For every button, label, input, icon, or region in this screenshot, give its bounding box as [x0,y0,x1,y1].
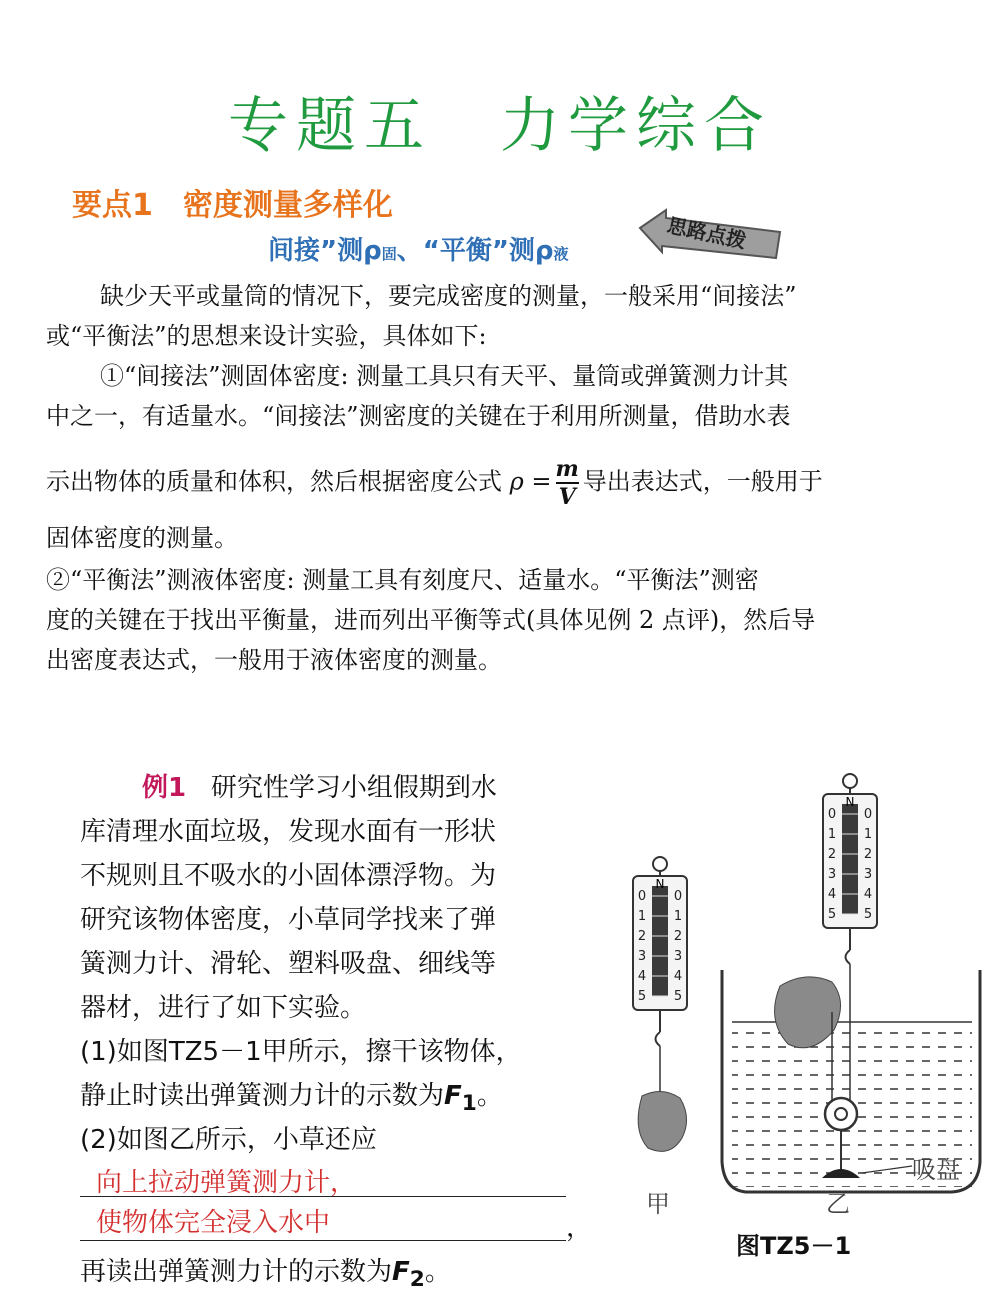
paragraph-text: 示出物体的质量和体积，然后根据密度公式 [46,467,502,496]
variable-subscript: 1 [461,1091,477,1117]
paragraph-line-with-formula [46,456,823,510]
scale-tick-label: 4 [673,969,683,984]
example-line: 器材，进行了如下实验。 [80,993,367,1023]
paragraph-line: ①“间接法”测固体密度: 测量工具只有天平、量筒或弹簧测力计其 [100,362,789,390]
spring-scale-jia [633,857,687,1151]
formula-denominator: V [558,484,576,510]
scale-tick-label: 0 [827,807,837,822]
scale-tick-label: 2 [863,847,873,862]
scale-tick-label: 1 [673,909,683,924]
answer-blank-2: 使物体完全浸入水中 [96,1208,331,1238]
answer-underline [80,1240,566,1241]
scale-tick-label: 4 [637,969,647,984]
scale-tick-label: 1 [637,909,647,924]
variable-subscript: 2 [409,1267,425,1293]
suction-cup-label: 吸盘 [912,1156,960,1184]
subheading [268,230,569,267]
scale-tick-label: 2 [673,929,683,944]
example-line: 研究该物体密度，小草同学找来了弹 [80,905,497,935]
scale-tick-label: 1 [827,827,837,842]
question-period: 。 [424,1257,451,1287]
scale-tick-label: 3 [637,949,647,964]
page-title: 专题五 力学综合 [228,91,772,161]
scale-tick-label: 2 [637,929,647,944]
density-formula-fraction [556,456,579,510]
variable-f: F [392,1257,410,1287]
scale-unit-label: N [845,795,855,809]
question-2-end-line [80,1250,451,1302]
scale-tick-label: 0 [637,889,647,904]
example-line: 簧测力计、滑轮、塑料吸盘、细线等 [80,949,497,979]
question-period: 。 [476,1081,503,1111]
scale-tick-label: 3 [863,867,873,882]
rho-symbol: ρ [363,236,382,266]
question-text: 静止时读出弹簧测力计的示数为 [80,1081,445,1111]
figure-label-yi: 乙 [826,1190,850,1218]
scale-tick-label: 0 [863,807,873,822]
scale-tick-label: 4 [827,887,837,902]
example-label: 例1 [142,773,187,803]
variable-f: F [444,1081,462,1111]
scale-tick-label: 2 [827,847,837,862]
scale-tick-label: 1 [863,827,873,842]
subheading-part2: 、“平衡”测 [396,236,535,266]
scale-tick-label: 4 [863,887,873,902]
paragraph-line: 度的关键在于找出平衡量，进而列出平衡等式(具体见例 2 点评)，然后导 [46,606,816,634]
scale-tick-label: 5 [827,907,837,922]
question-2-line: (2)如图乙所示，小草还应 [80,1125,377,1155]
example-first-line [142,766,497,810]
paragraph-line: 缺少天平或量筒的情况下，要完成密度的测量，一般采用“间接法” [100,282,797,310]
example-text: 研究性学习小组假期到水 [210,773,497,803]
scale-unit-label: N [655,877,665,891]
keypoint-heading: 要点1 密度测量多样化 [72,188,393,223]
paragraph-line: ②“平衡法”测液体密度: 测量工具有刻度尺、适量水。“平衡法”测密 [46,566,759,594]
rho-symbol: ρ [534,236,554,266]
paragraph-line: 中之一，有适量水。“间接法”测密度的关键在于利用所测量，借助水表 [46,402,791,430]
scale-tick-label: 3 [673,949,683,964]
figure-caption: 图TZ5－1 [736,1232,852,1260]
scale-tick-label: 5 [637,989,647,1004]
scale-tick-label: 5 [863,907,873,922]
scale-tick-label: 0 [673,889,683,904]
hint-badge-label: 思路点拨 [665,212,749,254]
paragraph-text: 导出表达式，一般用于 [582,467,823,496]
answer-comma: ， [566,1213,593,1243]
object-rock [638,1091,686,1151]
question-text: 再读出弹簧测力计的示数为 [80,1257,393,1287]
subheading-part1: 间接”测 [268,236,364,266]
paragraph-line: 或“平衡法”的思想来设计实验，具体如下: [46,322,487,350]
answer-blank-1: 向上拉动弹簧测力计， [96,1168,357,1198]
answer-underline [80,1196,566,1197]
example-line: 库清理水面垃圾，发现水面有一形状 [80,817,497,847]
density-formula-lhs: ρ = [509,467,552,496]
scale-tick-label: 3 [827,867,837,882]
figure-label-jia: 甲 [646,1190,670,1218]
paragraph-line: 出密度表达式，一般用于液体密度的测量。 [46,646,502,674]
rho-subscript: 液 [553,245,569,263]
question-1-line: (1)如图TZ5－1甲所示，擦干该物体， [80,1037,522,1067]
scale-tick-label: 5 [673,989,683,1004]
paragraph-line: 固体密度的测量。 [46,524,238,552]
example-line: 不规则且不吸水的小固体漂浮物。为 [80,861,497,891]
rho-subscript: 固 [381,245,397,263]
formula-numerator: m [555,456,579,482]
